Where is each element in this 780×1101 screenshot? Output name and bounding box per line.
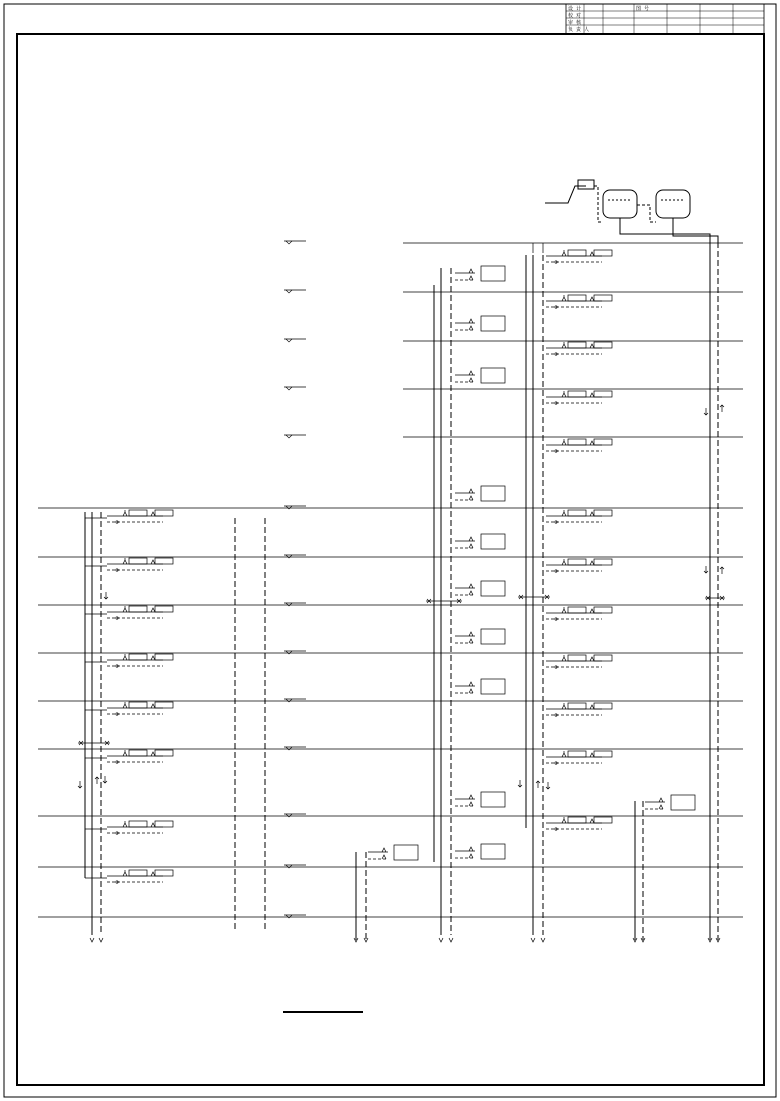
fixture-unit xyxy=(455,792,505,807)
fixture-unit xyxy=(368,845,418,860)
outer-border xyxy=(4,4,776,1097)
riser-pipes xyxy=(78,242,725,942)
fixture-branch xyxy=(546,655,612,668)
title-block xyxy=(566,4,764,34)
fixture-branch xyxy=(546,295,612,308)
fixture-unit xyxy=(455,844,505,859)
fixture-branch xyxy=(107,510,173,523)
fixture-branch xyxy=(546,607,612,620)
fixture-unit xyxy=(455,629,505,644)
title-block-cell: 校 对 xyxy=(568,13,582,19)
branch-pipes xyxy=(78,243,724,883)
fixture-branch xyxy=(546,817,612,830)
fixture-branch xyxy=(107,750,173,763)
fixture-branch xyxy=(546,703,612,716)
title-block-cell: 审 核 xyxy=(568,20,582,26)
fixture-unit xyxy=(455,534,505,549)
title-block-cell: 负 责 人 xyxy=(568,27,590,33)
fixture-branch xyxy=(107,870,173,883)
water-heater-tanks xyxy=(545,180,718,242)
fixture-unit xyxy=(645,795,695,810)
title-block-cell: 设 计 xyxy=(568,6,582,12)
fixture-unit xyxy=(455,679,505,694)
fixture-branch xyxy=(546,439,612,452)
fixture-branch xyxy=(107,702,173,715)
fixture-branch xyxy=(546,559,612,572)
fixture-branch xyxy=(107,606,173,619)
fixture-unit xyxy=(455,266,505,281)
fixture-branch xyxy=(546,391,612,404)
fixture-branch xyxy=(107,558,173,571)
fixture-unit xyxy=(455,316,505,331)
fixture-unit xyxy=(455,368,505,383)
elevation-marks xyxy=(284,241,306,918)
fixture-branch xyxy=(546,510,612,523)
fixture-unit xyxy=(455,486,505,501)
floor-slab-lines xyxy=(38,243,743,917)
fixture-branch xyxy=(546,250,612,263)
fixture-branch xyxy=(107,821,173,834)
title-block-cell: 图 号 xyxy=(636,6,650,12)
fixture-unit xyxy=(455,581,505,596)
fixture-branch xyxy=(107,654,173,667)
fixture-branch xyxy=(546,751,612,764)
fixture-branch xyxy=(546,342,612,355)
